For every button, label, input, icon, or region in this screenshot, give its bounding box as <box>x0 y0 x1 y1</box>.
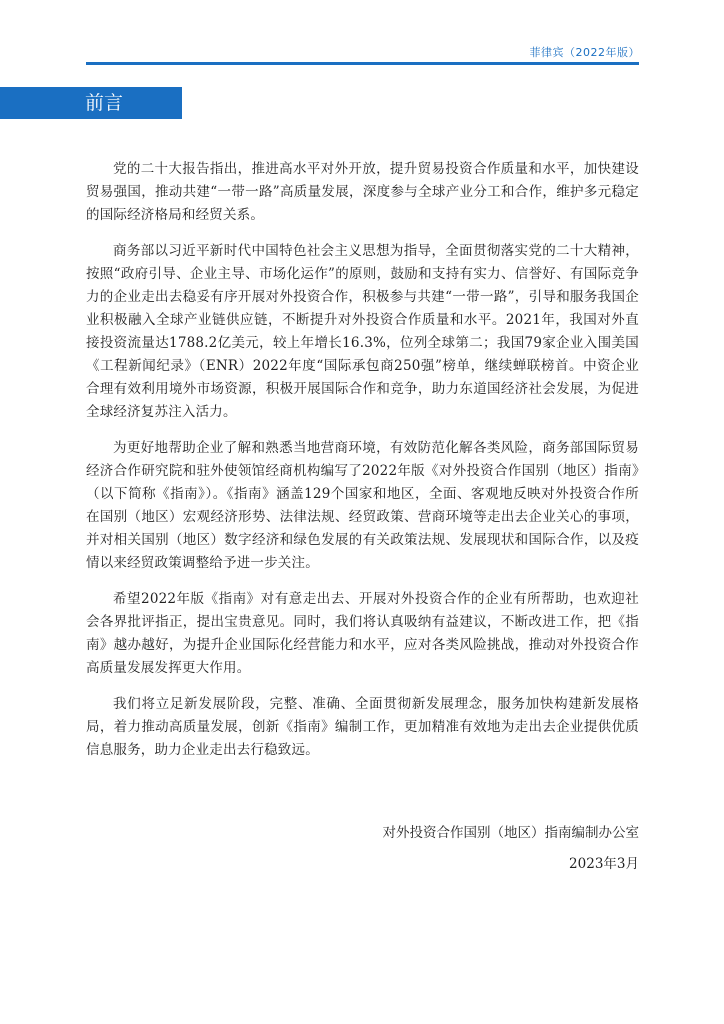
section-tab <box>0 87 182 119</box>
preface-body <box>86 158 639 775</box>
paragraph: 商务部以习近平新时代中国特色社会主义思想为指导，全面贯彻落实党的二十大精神，按照“政府引导、企业主导、市场化运作”的原则，鼓励和支持有实力、信誉好、有国际竞争力的企业走出去稳妥有序开展对外投资合作，积极参与共建“一带一路”，引导和服务我国企业积极融入全球产业链供应链，不断提升对外投资合作质量和水平。2021年，我国对外直接投资流量达1788.2亿美元，较上年增长16.3%，位列全球第二；我国79家企业入围美国《工程新闻纪录》（ENR）2022年度“国际承包商250强”榜单，继续蝉联榜首。中资企业合理有效利用境外市场资源，积极开展国际合作和竞争，助力东道国经济社会发展，为促进全球经济复苏注入活力。 <box>86 243 639 420</box>
date: 2023年3月 <box>569 856 639 872</box>
header-divider <box>86 62 639 65</box>
paragraph: 我们将立足新发展阶段，完整、准确、全面贯彻新发展理念，服务加快构建新发展格局，着力推动高质量发展，创新《指南》编制工作，更加精准有效地为走出去企业提供优质信息服务，助力企业走出去行稳致远。 <box>86 696 639 758</box>
signature: 对外投资合作国别（地区）指南编制办公室 <box>382 825 639 841</box>
paragraph: 希望2022年版《指南》对有意走出去、开展对外投资合作的企业有所帮助，也欢迎社会各界批评指正，提出宝贵意见。同时，我们将认真吸纳有益建议，不断改进工作，把《指南》越办越好，为提升企业国际化经营能力和水平，应对各类风险挑战，推动对外投资合作高质量发展发挥更大作用。 <box>86 591 639 676</box>
paragraph: 为更好地帮助企业了解和熟悉当地营商环境，有效防范化解各类风险，商务部国际贸易经济合作研究院和驻外使领馆经商机构编写了2022年版《对外投资合作国别（地区）指南》（以下简称《指南》）。《指南》涵盖129个国家和地区，全面、客观地反映对外投资合作所在国别（地区）宏观经济形势、法律法规、经贸政策、营商环境等走出去企业关心的事项，并对相关国别（地区）数字经济和绿色发展的有关政策法规、发展现状和国际合作，以及疫情以来经贸政策调整给予进一步关注。 <box>86 440 639 571</box>
running-header: 菲律宾（2022年版） <box>529 46 640 59</box>
section-title: 前言 <box>85 92 124 114</box>
paragraph: 党的二十大报告指出，推进高水平对外开放，提升贸易投资合作质量和水平，加快建设贸易强国，推动共建“一带一路”高质量发展，深度参与全球产业分工和合作，维护多元稳定的国际经济格局和经贸关系。 <box>86 161 639 223</box>
